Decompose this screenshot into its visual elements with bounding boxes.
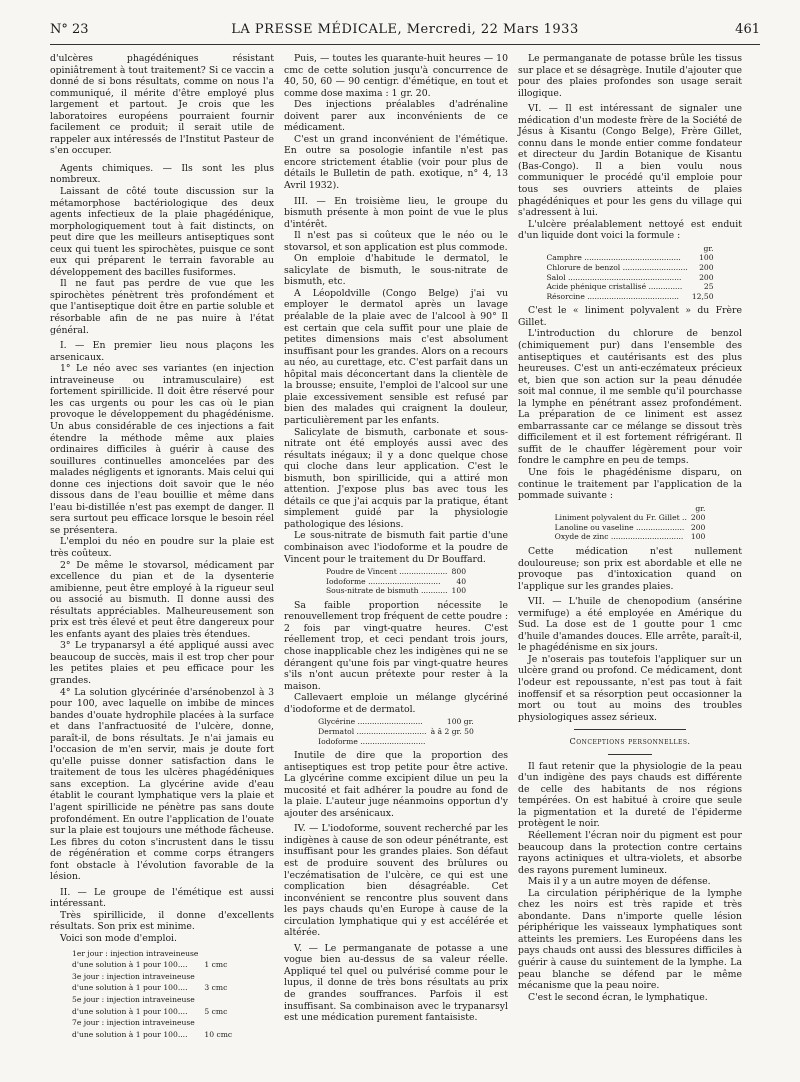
table-row: [544, 292, 715, 302]
paragraph: Inutile de dire que la proportion des antiseptiques est trop petite pour être active. La glycérine comme excipient dilue un peu la mucosité et fait adhérer la poudre au fond de la plaie. L'auteur juge néanmoins opportun d'y ajouter des arsénicaux.: [284, 750, 508, 819]
paragraph: L'introduction du chlorure de benzol (chimiquement pur) dans l'ensemble des antiseptiques et cautérisants est des plus heureuses. C'est un anti-eczémateux précieux et, bien que son action sur la peau dénudée soit mal connue, il me semble qu'il pourchasse la lymphe en pénétrant assez profondément. La préparation de ce liniment est assez embarrassante car ce mélange se dissout très difficilement et il est fortement réfrigérant. Il suffit de le chauffer légèrement pour voir fondre le camphre en peu de temps.: [518, 328, 742, 467]
ingredient: Liniment polyvalent du Fr. Gillet ..: [554, 513, 687, 523]
paragraph: Je n'oserais pas toutefois l'appliquer sur un ulcère grand ou profond. Ce médicament, dont l'odeur est repoussante, n'est pas tout à fait inoffensif et sa résorption peut occasionner la mort ou tout au moins des troubles physiologiques assez sérieux.: [518, 653, 742, 723]
paragraph: d'ulcères phagédéniques résistant opiniâtrement à tout traitement? Si ce vaccin a donné de si bons résultats, comme on nous l'a communiqué, il mérite d'être employé plus largement et partout. Je crois que les laboratoires européens pourraient fournir facilement ce produit; il serait utile de rappeler aux intéressés de l'Institut Pasteur de s'en occuper.: [50, 53, 274, 157]
paragraph: Une fois le phagédénisme disparu, on continue le traitement par l'application de la pommade suivante :: [518, 466, 742, 502]
paragraph: 3° Le trypanarsyl a été appliqué aussi avec beaucoup de succès, mais il est trop cher pour les petites plaies et peu efficace pour les grandes.: [50, 640, 274, 686]
table-row: [553, 513, 708, 523]
paragraph: C'est un grand inconvénient de l'émétique. En outre sa posologie infantile n'est pas encore strictement établie (voir pour plus de détails le Bulletin de path. exotique, n° 4, 13 Avril 1932).: [284, 133, 508, 192]
column-2: [284, 53, 508, 1045]
paragraph: Très spirillicide, il donne d'excellents résultats. Son prix est minime.: [50, 909, 274, 933]
paragraph: Callevaert emploie un mélange glycériné d'iodoforme et de dermatol.: [284, 692, 508, 715]
unit-label: gr.: [695, 503, 706, 513]
page-number: 461: [735, 22, 760, 37]
table-row: [324, 577, 468, 587]
recipe-table: [324, 567, 468, 596]
paragraph: 4° La solution glycérinée d'arsénobenzol à 3 pour 100, avec laquelle on imbibe de minces bandes d'ouate hydrophile placées à la surface et dans l'anfractuosité de l'ulcère, donne, paraît-il, de bons résultats. Je n'ai jamais eu l'occasion de m'en servir, mais je doute fort qu'elle puisse donner satisfaction dans le traitement de tous les ulcères phagédéniques sans exception. La glycérine avide d'eau établit le courant lymphatique vers la plaie et l'agent spirillicide ne pénètre pas sans doute profondément. En outre l'application de l'ouate sur la plaie est toujours une méthode fâcheuse. Les fibres du coton s'incrustent dans le tissu de régénération et comme corps étrangers font obstacle à l'évolution favorable de la lésion.: [50, 686, 274, 883]
paragraph: I. — En premier lieu nous plaçons les arsenicaux.: [50, 340, 274, 363]
ingredient: Glycérine ...........................: [318, 717, 423, 727]
paragraph: Des injections préalables d'adrénaline doivent parer aux inconvénients de ce médicament.: [284, 99, 508, 134]
quantity: 100 gr.: [446, 717, 474, 727]
dose-solution: d'une solution à 1 pour 100....: [72, 1006, 188, 1016]
quantity: 40: [456, 576, 467, 586]
table-row: [316, 717, 476, 727]
quantity: 200: [699, 272, 714, 282]
ingredient: Camphre ........................................: [546, 253, 681, 263]
quantity: 100: [451, 586, 467, 596]
paragraph: 2° De même le stovarsol, médicament par excellence du pian et de la dysenterie amibienne, peut être employé à la rigueur seul ou associé au bismuth. Il donne aussi des résultats appréciables. Malheureusement son prix est très élevé et peut être dangereux pour les enfants ayant des plaies très étendues.: [50, 559, 274, 640]
paragraph: Cette médication n'est nullement douloureuse; son prix est abordable et elle ne provoque pas d'intoxication quand on l'applique sur les grandes plaies.: [518, 545, 742, 592]
ingredient: Résorcine ......................................: [546, 291, 679, 301]
quantity: 200: [690, 513, 706, 523]
paragraph: Puis, — toutes les quarante-huit heures — 10 cmc de cette solution jusqu'à concurrence de 40, 50, 60 — 90 centigr. d'émétique, en tout et comme dose maxima : 1 gr. 20.: [284, 53, 508, 99]
table-row: [324, 586, 468, 596]
paragraph: Sa faible proportion nécessite le renouvellement trop fréquent de cette poudre : 2 fois par vingt-quatre heures. C'est réellement trop, et ceci pendant trois jours, chose inapplicable chez les indigènes qui ne se dérangent qu'une fois par vingt-quatre heures s'ils n'ont aucun prétexte pour rester à la maison.: [284, 599, 508, 692]
ingredient: Poudre de Vincent ....................: [325, 567, 448, 577]
ingredient: Chlorure de benzol ...........................: [546, 262, 688, 272]
paragraph: Le sous-nitrate de bismuth fait partie d'une combinaison avec l'iodoforme et la poudre de Vincent pour le traitement du Dr Bouffard.: [284, 530, 508, 565]
divider: [574, 729, 686, 730]
table-row: [553, 523, 708, 533]
paragraph: On emploie d'habitude le dermatol, le salicylate de bismuth, le sous-nitrate de bismuth, etc.: [284, 253, 508, 288]
ingredient: Lanoline ou vaseline ....................: [554, 522, 685, 532]
quantity: 200: [699, 262, 714, 272]
dose-day: 1er jour : injection intraveineuse: [72, 948, 199, 958]
recipe-table: [316, 717, 476, 746]
paragraph: 1° Le néo avec ses variantes (en injection intraveineuse ou intramusculaire) est fortement spirillicide. Il doit être réservé pour les cas urgents ou pour les cas où le pian provoque le développement du phagédénisme. Un abus considérable de ces injections a fait étendre la méthode même aux plaies ordinaires difficiles à guérir à cause des souillures continuelles amoncelées par des malades négligents et ignorants. Mais celui qui donne ces injections doit savoir que le néo dissous dans de l'eau bouillie et même dans l'eau bi-distillée n'est pas exempt de danger. Il sera surtout peu efficace lorsque le besoin réel se présentera.: [50, 363, 274, 536]
paragraph: C'est le « liniment polyvalent » du Frère Gillet.: [518, 305, 742, 328]
ingredient: Salol ...............................................: [546, 272, 682, 282]
table-row: [70, 949, 234, 959]
quantity: à â 2 gr. 50: [430, 726, 474, 736]
quantity: 12,50: [691, 291, 714, 301]
ingredient: Sous-nitrate de bismuth ...........: [325, 586, 448, 596]
table-row: [70, 1030, 234, 1040]
ingredient: Iodoforme ..............................: [325, 576, 441, 586]
running-header: [50, 22, 760, 45]
table-row: [70, 972, 234, 982]
paragraph: III. — En troisième lieu, le groupe du bismuth présente à mon point de vue le plus d'intérêt.: [284, 195, 508, 230]
table-row: [553, 532, 708, 542]
issue-number: N° 23: [50, 22, 89, 37]
paragraph: La circulation périphérique de la lymphe chez les noirs est très rapide et très abondante. Dans n'importe quelle lésion périphérique les vaisseaux lymphatiques sont atteints les premiers. Les Européens dans les pays chauds ont aussi des blessures difficiles à guérir à cause du suintement de la lymphe. La peau blanche se défend par le même mécanisme que la peau noire.: [518, 887, 742, 992]
section-heading: Conceptions personnelles.: [569, 736, 691, 747]
table-row: [544, 253, 715, 263]
unit-label: gr.: [703, 243, 714, 253]
table-row: [70, 1018, 234, 1028]
dose-qty: 5 cmc: [204, 1006, 228, 1016]
table-row: [316, 727, 476, 737]
paragraph: Réellement l'écran noir du pigment est pour beaucoup dans la protection contre certains rayons actiniques et ultra-violets, et absorbe des rayons purement lumineux.: [518, 830, 742, 876]
column-1: [50, 53, 274, 1045]
recipe-table: [553, 504, 708, 542]
table-row: [70, 995, 234, 1005]
dose-day: 7e jour : injection intraveineuse: [72, 1018, 195, 1028]
dosage-table: [68, 947, 236, 1042]
paragraph: II. — Le groupe de l'émétique est aussi intéressant.: [50, 886, 274, 910]
quantity: 200: [690, 522, 706, 532]
paragraph: Salicylate de bismuth, carbonate et sous-nitrate ont été employés aussi avec des résultats inégaux; il y a donc quelque chose qui cloche dans leur application. C'est le bismuth, bon spirillicide, qui a attiré mon attention. J'expose plus bas avec tous les détails ce que j'ai acquis par la pratique, étant simplement guidé par la physiologie pathologique des lésions.: [284, 426, 508, 530]
masthead: LA PRESSE MÉDICALE, Mercredi, 22 Mars 1933: [231, 22, 579, 37]
table-row: [70, 960, 234, 970]
quantity: 25: [703, 282, 714, 292]
ingredient: Acide phénique cristallisé ..............: [546, 282, 683, 292]
paragraph: VI. — Il est intéressant de signaler une médication d'un modeste frère de la Société de Jésus à Kisantu (Congo Belge), Frère Gillet, connu dans le monde entier comme fondateur et directeur du Jardin Botanique de Kisantu (Bas-Congo). Il a bien voulu nous communiquer le procédé qu'il emploie pour tous ses ouvriers atteints de plaies phagédéniques et pour les gens du village qui s'adressent à lui.: [518, 103, 742, 219]
paragraph: Laissant de côté toute discussion sur la métamorphose bactériologique des deux agents infectieux de la plaie phagédénique, morphologiquement tout à fait distincts, on peut dire que les meilleurs antiseptiques sont ceux qui tuent les spirochètes, puisque ce sont eux qui préparent le terrain favorable au développement des bacilles fusiformes.: [50, 186, 274, 278]
paragraph: Agents chimiques. — Ils sont les plus nombreux.: [50, 162, 274, 186]
paragraph: L'emploi du néo en poudre sur la plaie est très coûteux.: [50, 536, 274, 559]
table-row: [544, 263, 715, 273]
dose-solution: d'une solution à 1 pour 100....: [72, 960, 188, 970]
text-columns: [50, 53, 760, 1045]
quantity: 800: [451, 567, 467, 577]
dose-solution: d'une solution à 1 pour 100....: [72, 983, 188, 993]
dose-day: 5e jour : injection intraveineuse: [72, 994, 195, 1004]
dose-qty: 1 cmc: [204, 960, 228, 970]
table-row: [70, 983, 234, 993]
quantity: 100: [699, 253, 714, 263]
dose-qty: 3 cmc: [204, 983, 228, 993]
ingredient: Dermatol .............................: [318, 726, 427, 736]
dose-solution: d'une solution à 1 pour 100....: [72, 1029, 188, 1039]
paragraph: Il n'est pas si coûteux que le néo ou le stovarsol, et son application est plus commode.: [284, 230, 508, 253]
table-row: [324, 567, 468, 577]
paragraph: Le permanganate de potasse brûle les tissus sur place et se désagrège. Inutile d'ajouter que pour des plaies profondes son usage serait illogique.: [518, 53, 742, 99]
quantity: 100: [690, 532, 706, 542]
paragraph: L'ulcère préalablement nettoyé est enduit d'un liquide dont voici la formule :: [518, 218, 742, 242]
ingredient: Iodoforme ...........................: [318, 736, 426, 746]
paragraph: Voici son mode d'emploi.: [60, 933, 177, 945]
paragraph: C'est le second écran, le lymphatique.: [528, 991, 708, 1003]
paragraph: Il faut retenir que la physiologie de la peau d'un indigène des pays chauds est différente de celle des habitants de nos régions tempérées. On est habitué à croire que seule la pigmentation et la dureté de l'épiderme protègent le noir.: [518, 760, 742, 830]
dose-day: 3e jour : injection intraveineuse: [72, 971, 195, 981]
divider: [608, 754, 653, 755]
ingredient: Oxyde de zinc ..............................: [554, 532, 684, 542]
column-3: [518, 53, 742, 1045]
paragraph: A Léopoldville (Congo Belge) j'ai vu employer le dermatol après un lavage préalable de la plaie avec de l'alcool à 90° Il est certain que cela suffit pour une plaie de petites dimensions mais c'est absolument insuffisant pour les grandes. Alors on a recours au néo, au curettage, etc. C'est parfait dans un hôpital mais déconcertant dans la clientèle de la brousse; ensuite, l'emploi de l'alcool sur une plaie excessivement sensible est refusé par bien des malades qui craignent la douleur, particulièrement par les enfants.: [284, 287, 508, 426]
paragraph: Il ne faut pas perdre de vue que les spirochètes pénètrent très profondément et que l'antiseptique doit être en partie soluble et résorbable afin de ne pas nuire à l'état général.: [50, 278, 274, 336]
table-row: [544, 273, 715, 283]
paragraph: VII. — L'huile de chenopodium (ansérine vermifuge) a été employée en Amérique du Sud. La dose est de 1 goutte pour 1 cmc d'huile d'amandes douces. Elle arrête, paraît-il, le phagédénisme en six jours.: [518, 596, 742, 654]
paragraph: IV. — L'iodoforme, souvent recherché par les indigènes à cause de son odeur pénétrante, est insuffisant pour les grandes plaies. Son défaut est de produire souvent des brûlures ou l'eczématisation de l'ulcère, ce qui est une complication bien désagréable. Cet inconvénient se rencontre plus souvent dans les pays chauds qu'en Europe à cause de la circulation lymphatique qui y est accélérée et altérée.: [284, 823, 508, 939]
paragraph: Mais il y a un autre moyen de défense.: [528, 876, 711, 888]
paragraph: V. — Le permanganate de potasse a une vogue bien au-dessus de sa valeur réelle. Appliqué tel quel ou pulvérisé comme pour le lupus, il donne de très bons résultats au prix de grandes souffrances. Parfois il est insuffisant. Sa combinaison avec le trypanarsyl est une médication purement fantaisiste.: [284, 942, 508, 1024]
dose-qty: 10 cmc: [204, 1029, 233, 1039]
table-row: [70, 1007, 234, 1017]
quantity: [429, 737, 476, 747]
recipe-table: [544, 244, 715, 302]
table-row: [544, 282, 715, 292]
table-row: [316, 737, 476, 747]
